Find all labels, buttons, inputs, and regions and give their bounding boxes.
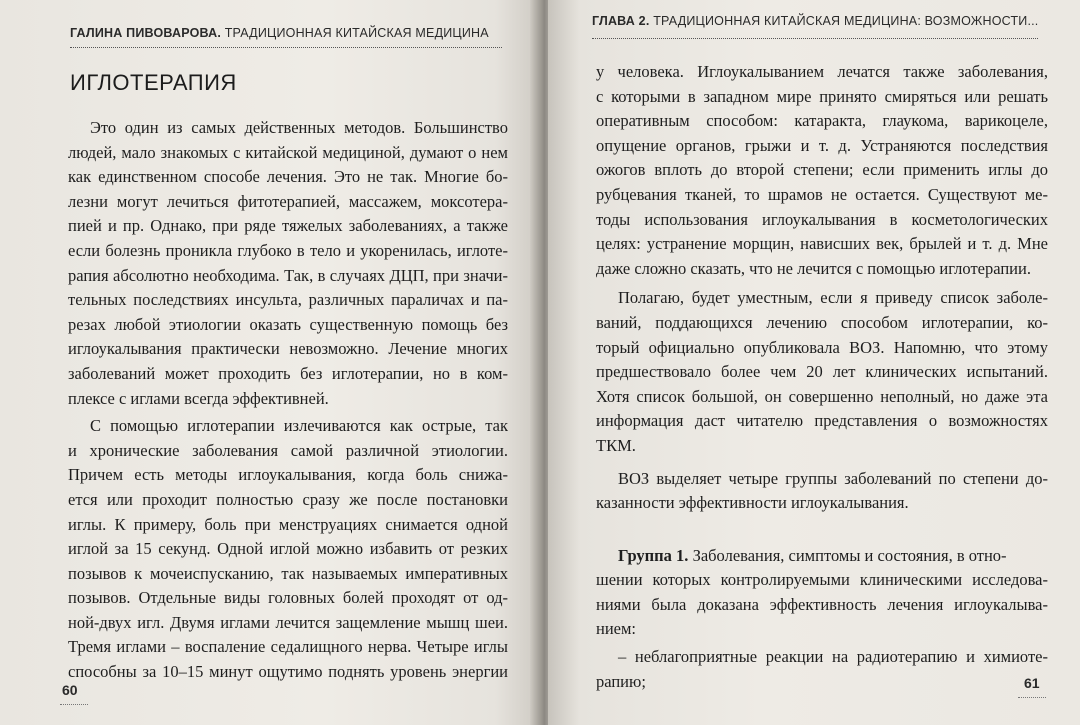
group-1-text: Заболевания, симптомы и состояния, в отно-	[688, 545, 1007, 565]
text-line: плексе с иглами всегда эффективней.	[68, 388, 329, 408]
left-running-head	[70, 26, 489, 40]
text-line: ется или проходит полностью сразу же после постановки	[68, 489, 508, 509]
text-line: иглой за 15 секунд. Одной иглой можно избавить от резких	[68, 539, 508, 559]
text-line: иглы. К примеру, боль при менструациях снимается одной	[68, 514, 508, 534]
text-line: ваний, поддающихся лечению способом иглотерапии, ко-	[596, 312, 1048, 332]
text-line: рубцевания тканей, то шрамов не остается. Существуют ме-	[596, 184, 1048, 204]
text-line: ТКМ.	[596, 435, 636, 455]
text-line: как единственном способе лечения. Это не так. Многие бо-	[68, 167, 508, 187]
running-head-chapter-title: ТРАДИЦИОННАЯ КИТАЙСКАЯ МЕДИЦИНА: ВОЗМОЖНОСТИ...	[653, 14, 1039, 28]
text-line: с которыми в западном мире принято смиряться или решать	[596, 86, 1048, 106]
text-line: ниями была доказана эффективность лечения иглоукалыва-	[596, 594, 1048, 614]
left-page-number: 60	[62, 682, 78, 698]
text-line: у человека. Иглоукалыванием лечатся также заболевания,	[596, 62, 1048, 81]
left-header-rule	[70, 47, 502, 48]
text-line: позывов к мочеиспусканию, так называемых императивных	[68, 563, 508, 583]
group-1-block	[596, 544, 1048, 642]
text-line: торый официально опубликовала ВОЗ. Напомню, что этому	[596, 337, 1048, 357]
text-line: Это один из самых действенных методов. Большинство	[90, 118, 508, 137]
text-line: оперативным способом: катаракта, глаукома, варикоцеле,	[596, 111, 1048, 131]
text-line: даже сложно сказать, что не лечится с помощью иглотерапии.	[596, 258, 1031, 278]
right-paragraph-3	[596, 467, 1048, 516]
text-line: лезни могут лечиться фитотерапией, массажем, моксотера-	[68, 191, 508, 211]
text-line: рапия абсолютно необходима. Так, в случаях ДЦП, при значи-	[68, 265, 508, 285]
text-line: Тремя иглами – воспаление седалищного нерва. Четыре иглы	[68, 637, 508, 657]
left-paragraph-1	[68, 116, 508, 411]
right-body-text	[596, 60, 1048, 694]
right-running-head	[592, 14, 1038, 28]
text-line: предшествовало более чем 20 лет клинических испытаний.	[596, 362, 1048, 382]
right-paragraph-1	[596, 60, 1048, 281]
right-paragraph-2	[596, 286, 1048, 458]
text-line: целях: устранение морщин, нависших век, брылей и т. д. Мне	[596, 234, 1048, 254]
left-folio-rule	[60, 704, 88, 705]
text-line: казанности эффективности иглоукалывания.	[596, 493, 909, 513]
text-line: ВОЗ выделяет четыре группы заболеваний по степени до-	[618, 468, 1048, 488]
text-line: Причем есть методы иглоукалывания, когда боль снижа-	[68, 465, 508, 485]
running-head-chapter: ГЛАВА 2.	[592, 14, 650, 28]
right-header-rule	[592, 38, 1038, 39]
text-line: резах любой этиологии оказать существенную помощь без	[68, 314, 508, 334]
text-line: информация даст читателю представления о возможностях	[596, 411, 1048, 431]
text-line: и хронические заболевания самой различной этиологии.	[68, 440, 508, 460]
text-line: если болезнь проникла глубоко в тело и укоренилась, иглоте-	[68, 240, 508, 260]
left-paragraph-2	[68, 414, 508, 685]
right-folio-rule	[1018, 697, 1046, 698]
group-1-label: Группа 1.	[618, 545, 689, 565]
text-line: способны за 10–15 минут ощутимо поднять уровень энергии	[68, 662, 508, 682]
text-line: нием:	[596, 619, 637, 639]
text-line: Хотя список большой, он совершенно неполный, но даже эта	[596, 386, 1048, 406]
text-line: опущение органов, грыжи и т. д. Устраняются последствия	[596, 135, 1048, 155]
left-body-text	[68, 116, 508, 685]
text-line: С помощью иглотерапии излечиваются как острые, так	[90, 416, 508, 436]
text-line: рапию;	[596, 671, 646, 691]
right-page	[548, 0, 1080, 725]
text-line	[596, 544, 1048, 569]
text-line: Полагаю, будет уместным, если я приведу список заболе-	[618, 288, 1048, 308]
left-page	[0, 0, 538, 725]
text-line: шении которых контролируемыми клиническими исследова-	[596, 570, 1048, 590]
running-head-author: ГАЛИНА ПИВОВАРОВА.	[70, 26, 221, 40]
text-line: ной-двух игл. Двумя иглами лечится защемление мышц шеи.	[68, 612, 508, 632]
text-line: тоды использования иглоукалывания в косметологических	[596, 209, 1048, 229]
text-line: пией и пр. Однако, при ряде тяжелых заболеваниях, а также	[68, 216, 508, 236]
text-line: тельных последствиях инсульта, различных параличах и па-	[68, 290, 508, 310]
text-line: заболеваний может проходить без иглотерапии, но в ком-	[68, 363, 508, 383]
section-title: ИГЛОТЕРАПИЯ	[70, 70, 237, 95]
text-line: иглоукалывания практически невозможно. Лечение многих	[68, 339, 508, 359]
right-page-number: 61	[1024, 675, 1040, 691]
running-head-book-title: ТРАДИЦИОННАЯ КИТАЙСКАЯ МЕДИЦИНА	[224, 26, 489, 40]
text-line: – неблагоприятные реакции на радиотерапию и химиоте-	[618, 647, 1048, 667]
text-line: позывов. Отдельные виды головных болей проходят от од-	[68, 588, 508, 608]
text-line: людей, мало знакомых с китайской медициной, думают о нем	[68, 142, 508, 162]
list-item	[596, 645, 1048, 694]
text-line: ожогов вплоть до второй степени; если применить иглы до	[596, 160, 1048, 180]
